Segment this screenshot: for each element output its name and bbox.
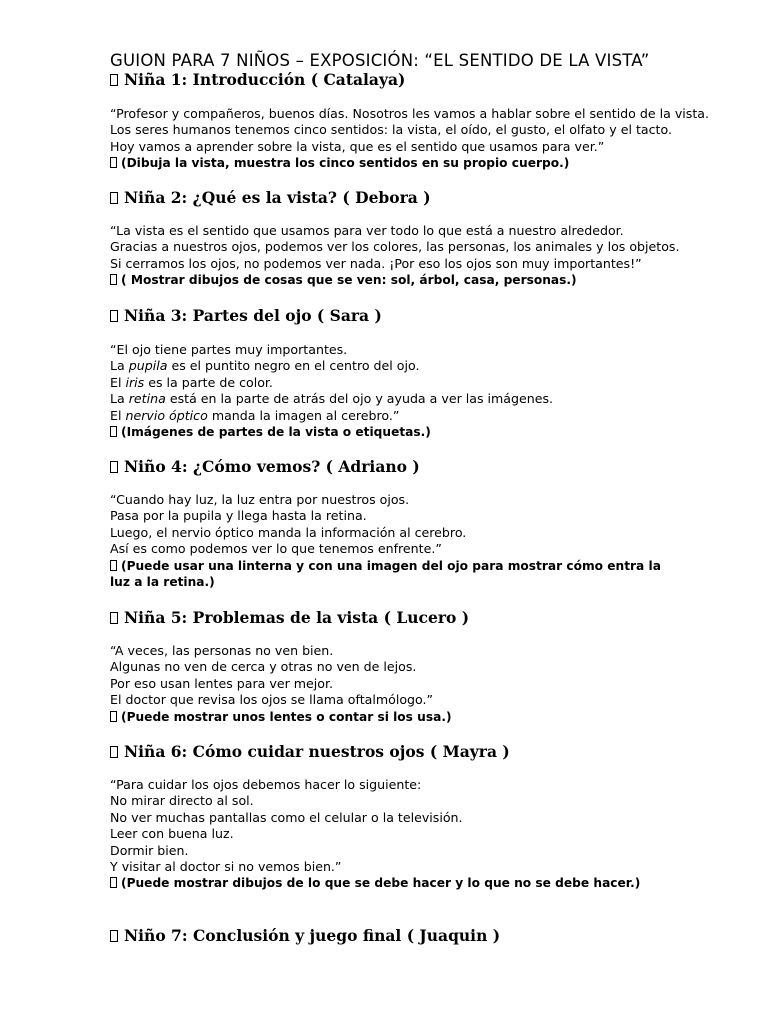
- anatomy-term: iris: [125, 374, 145, 390]
- section-note: (Puede mostrar unos lentes o contar si los usa.): [110, 709, 670, 725]
- script-line: Si cerramos los ojos, no podemos ver nada. ¡Por eso los ojos son muy importantes!”: [110, 255, 642, 271]
- missing-glyph-icon: [110, 746, 118, 758]
- script-line: Hoy vamos a aprender sobre la vista, que es el sentido que usamos para ver.”: [110, 138, 605, 154]
- section-heading-1: Niña 1: Introducción ( Catalaya): [110, 70, 405, 89]
- missing-glyph-icon: [110, 560, 117, 571]
- section-body-3: [110, 342, 670, 440]
- anatomy-term: nervio óptico: [125, 407, 208, 423]
- section-note: (Puede usar una linterna y con una imagen del ojo para mostrar cómo entra la luz a la retina.): [110, 558, 661, 590]
- section-note: (Puede mostrar dibujos de lo que se debe hacer y lo que no se debe hacer.): [110, 875, 670, 891]
- section-heading-6: Niña 6: Cómo cuidar nuestros ojos ( Mayra ): [110, 742, 510, 761]
- section-body-2: [110, 223, 680, 289]
- script-line: “La vista es el sentido que usamos para ver todo lo que está a nuestro alrededor.: [110, 223, 624, 238]
- script-line: “Cuando hay luz, la luz entra por nuestros ojos.: [110, 492, 410, 507]
- script-line: “A veces, las personas no ven bien.: [110, 643, 334, 658]
- section-heading-5: Niña 5: Problemas de la vista ( Lucero ): [110, 608, 469, 627]
- missing-glyph-icon: [110, 426, 117, 437]
- script-line: No mirar directo al sol.: [110, 793, 254, 809]
- missing-glyph-icon: [110, 612, 118, 624]
- section-note: (Dibuja la vista, muestra los cinco sentidos en su propio cuerpo.): [110, 155, 670, 171]
- script-line: “Para cuidar los ojos debemos hacer lo siguiente:: [110, 777, 422, 792]
- script-line: Por eso usan lentes para ver mejor.: [110, 675, 334, 691]
- missing-glyph-icon: [110, 461, 118, 473]
- missing-glyph-icon: [110, 711, 117, 722]
- script-line: Gracias a nuestros ojos, podemos ver los colores, las personas, los animales y los objetos.: [110, 239, 680, 255]
- anatomy-term: pupila: [128, 358, 168, 374]
- section-body-5: [110, 643, 670, 725]
- script-line: El nervio óptico manda la imagen al cerebro.”: [110, 407, 400, 423]
- missing-glyph-icon: [110, 310, 118, 322]
- section-body-4: [110, 492, 670, 590]
- missing-glyph-icon: [110, 877, 117, 888]
- script-line: El iris es la parte de color.: [110, 374, 273, 390]
- section-note: ( Mostrar dibujos de cosas que se ven: sol, árbol, casa, personas.): [110, 272, 670, 288]
- missing-glyph-icon: [110, 157, 117, 168]
- section-heading-7: Niño 7: Conclusión y juego final ( Juaquin ): [110, 926, 500, 945]
- script-line: Dormir bien.: [110, 842, 189, 858]
- script-line: Algunas no ven de cerca y otras no ven de lejos.: [110, 659, 417, 675]
- section-heading-2: Niña 2: ¿Qué es la vista? ( Debora ): [110, 188, 431, 207]
- script-line: “Profesor y compañeros, buenos días. Nosotros les vamos a hablar sobre el sentido de la vista.: [110, 106, 710, 121]
- script-line: No ver muchas pantallas como el celular o la televisión.: [110, 809, 463, 825]
- script-line: Y visitar al doctor si no vemos bien.”: [110, 859, 342, 875]
- script-line: Leer con buena luz.: [110, 826, 234, 842]
- missing-glyph-icon: [110, 192, 118, 204]
- script-line: La pupila es el puntito negro en el centro del ojo.: [110, 358, 420, 374]
- script-line: La retina está en la parte de atrás del ojo y ayuda a ver las imágenes.: [110, 391, 554, 407]
- missing-glyph-icon: [110, 74, 118, 86]
- script-line: Así es como podemos ver lo que tenemos enfrente.”: [110, 541, 442, 557]
- missing-glyph-icon: [110, 930, 118, 942]
- script-line: “El ojo tiene partes muy importantes.: [110, 342, 348, 357]
- section-heading-3: Niña 3: Partes del ojo ( Sara ): [110, 306, 382, 325]
- section-heading-4: Niño 4: ¿Cómo vemos? ( Adriano ): [110, 457, 420, 476]
- section-note: (Imágenes de partes de la vista o etiquetas.): [110, 424, 670, 440]
- script-line: Los seres humanos tenemos cinco sentidos: la vista, el oído, el gusto, el olfato y el tacto.: [110, 122, 672, 138]
- script-line: Pasa por la pupila y llega hasta la retina.: [110, 508, 367, 524]
- section-body-6: [110, 777, 670, 892]
- section-body-1: [110, 106, 710, 172]
- anatomy-term: retina: [128, 391, 166, 407]
- document-title: GUION PARA 7 NIÑOS – EXPOSICIÓN: “EL SENTIDO DE LA VISTA”: [110, 51, 650, 70]
- missing-glyph-icon: [110, 274, 117, 285]
- script-line: El doctor que revisa los ojos se llama oftalmólogo.”: [110, 692, 434, 708]
- script-line: Luego, el nervio óptico manda la información al cerebro.: [110, 524, 467, 540]
